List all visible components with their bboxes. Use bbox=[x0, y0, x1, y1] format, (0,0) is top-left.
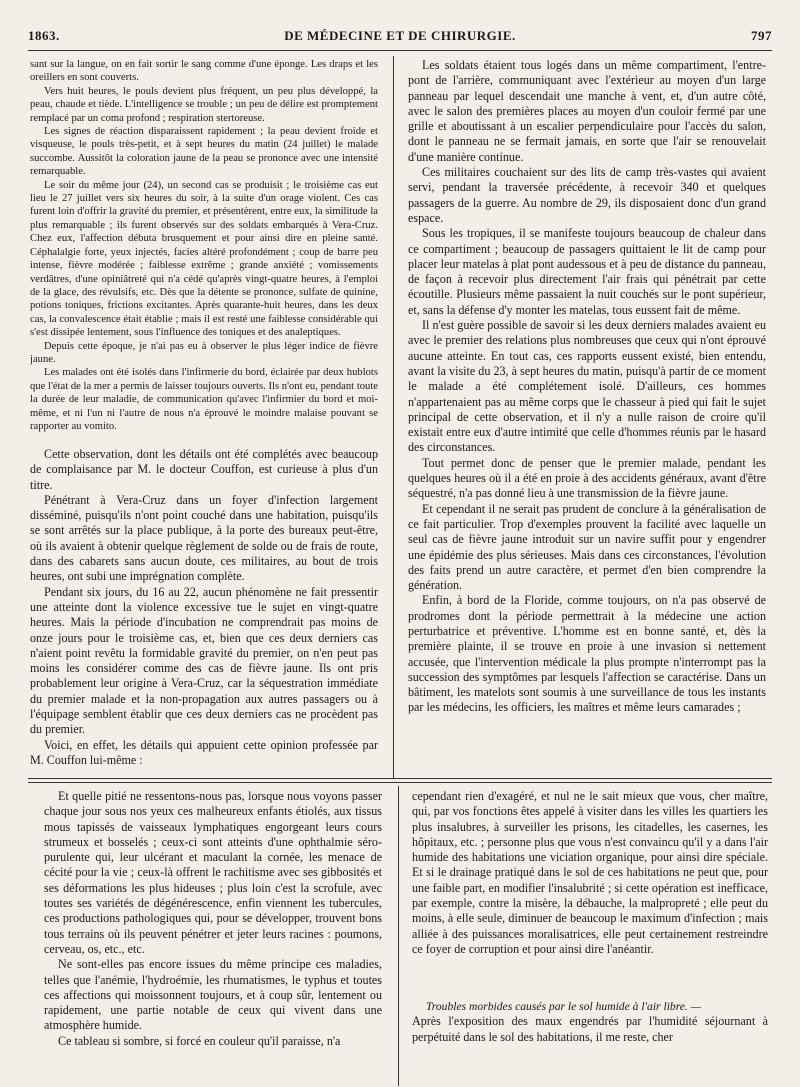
paragraph: Les soldats étaient tous logés dans un même compartiment, l'entre-pont de l'arrière, communiquant avec l'extérieur au moyen d'un large panneau par lequel descendait une manche à vent, et, d'un autre côté, avec le salon des premières places au moyen d'un couloir fermé par une grille et aboutissant à un escalier perpendiculaire pour l'accès du salon, dont le panneau ne se fermait jamais, en sorte que l'air se renouvelait d'une manière continue. bbox=[408, 58, 766, 164]
left-column-body bbox=[30, 447, 378, 775]
paragraph: Il n'est guère possible de savoir si les deux derniers malades avaient eu avec le premier des relations plus nombreuses que ceux qui n'ont éprouvé aucune atteinte. En tout cas, ces rapports eussent existé, bien entendu, avant la visite du 23, à sept heures du matin, puisqu'à partir de ce moment le malade a été complétement isolé. D'ailleurs, ces hommes n'appartenaient pas au même corps que le chasseur à pied qui fait le sujet principal de cette observation, et il n'y a nulle raison de croire qu'il existait entre eux d'autre intimité que celle d'hommes réunis par le hasard des circonstances. bbox=[408, 318, 766, 455]
header-year: 1863. bbox=[28, 28, 60, 43]
running-header bbox=[28, 28, 772, 50]
section-separator bbox=[28, 782, 772, 783]
column-divider bbox=[398, 786, 399, 1086]
paragraph: Après l'exposition des maux engendrés par l'humidité séjournant à perpétuité dans le sol des habitations, il me reste, cher bbox=[412, 1014, 768, 1044]
paragraph: Les signes de réaction disparaissent rapidement ; la peau devient froide et visqueuse, le pouls très-petit, et à sept heures du matin (24 juillet) le malade succombe. Aussitôt la coloration jaune de la peau se prononce avec une intensité remarquable. bbox=[30, 126, 378, 178]
paragraph: Vers huit heures, le pouls devient plus fréquent, un peu plus développé, la peau, chaude et tiède. L'intelligence se trouble ; un peu de délire est promptement remplacé par un coma profond ; respiration stertoreuse. bbox=[30, 85, 378, 124]
paragraph: Ne sont-elles pas encore issues du même principe ces maladies, telles que l'anémie, l'hydroémie, les rhumatismes, le typhus et toutes ces affections qui moissonnent toujours, et à coup sûr, lentement ou rapidement, une partie notable de ceux qui vivent dans une atmosphère humide. bbox=[44, 957, 382, 1033]
paragraph: Tout permet donc de penser que le premier malade, pendant les quelques heures où il a été en proie à des accidents généraux, avant d'être séquestré, n'a pas donné lieu à une transmission de la fièvre jaune. bbox=[408, 455, 766, 501]
section-title: Troubles morbides causés par le sol humide à l'air libre. — bbox=[426, 1000, 702, 1013]
paragraph: Le soir du même jour (24), un second cas se produisit ; le troisième cas eut lieu le 27 juillet vers six heures du soir, à la suite d'un orage violent. Ces cas furent loin d'offrir la gravité du premier, et présentèrent, entre eux, la similitude la plus remarquable ; ils furent observés sur des soldats embarqués à Vera-Cruz. Chez eux, l'affection débuta brusquement et pour ainsi dire en pleine santé. Céphalalgie forte, yeux injectés, facies altéré profondément ; coup de barre peu intense, fièvre modérée ; faiblesse extrême ; grande anxiété ; vomissements verdâtres, d'une opiniâtreté qui n'a cédé qu'après vingt-quatre heures, à l'emploi de la glace, des révulsifs, etc. Dès que la détente se prononce, sulfate de quinine, potions toniques, frictions excitantes. Après quarante-huit heures, dans les deux cas, la convalescence était établie ; mais il est resté une faiblesse considérable qui s'est dissipée lentement, sous l'influence des toniques et des analeptiques. bbox=[30, 179, 378, 339]
lower-left-column bbox=[44, 789, 382, 1079]
lower-right-column bbox=[412, 789, 768, 983]
paragraph: Cette observation, dont les détails ont été complétés avec beaucoup de complaisance par M. le docteur Couffon, est curieuse à plus d'un titre. bbox=[30, 447, 378, 492]
observation-small-text bbox=[30, 58, 378, 446]
header-rule bbox=[28, 50, 772, 51]
paragraph: Et quelle pitié ne ressentons-nous pas, lorsque nous voyons passer chaque jour sous nos yeux ces malheureux enfants étiolés, aux tissus mous tapissés de vaisseaux lymphatiques engorgeant leurs cours strumeux et bosselés ; ceux-ci sont atteints d'une ophthalmie séro-purulente qui, leur ulcérant et maculant la cornée, les menace de cécité pour la vie ; ceux-là offrent le rachitisme avec ses gibbosités et ses déformations les plus hideuses ; plus loin c'est la scrofule, avec toutes ses variétés de dégénérescence, enfin viennent les tubercules, ces productions pathologiques qui, pour se développer, trouvent bons tous terrains où ils peuvent pénétrer et jeter leurs racines : poumons, cerveau, os, etc., etc. bbox=[44, 789, 382, 956]
paragraph: Depuis cette époque, je n'ai pas eu à observer le plus léger indice de fièvre jaune. bbox=[30, 340, 378, 365]
paragraph: cependant rien d'exagéré, et nul ne le sait mieux que vous, cher maître, qui, par vos fonctions êtes appelé à visiter dans les villes les quartiers les plus insalubres, à surveiller les prisons, les citadelles, les casernes, les hôpitaux, etc. ; personne plus que vous n'est convaincu qu'il y a dans l'air humide des habitations une viciation organique, pour ainsi dire spéciale. Et si le drainage pratiqué dans le sol de ces habitations ne peut que, pour une faible part, en modifier l'insalubrité ; si cette opération est inefficace, par exemple, contre la misère, la débauche, la malpropreté ; elle peut du moins, à elle seule, diminuer de beaucoup le maximum d'infection ; mais alliée à des puissances moralisatrices, elle peut certainement restreindre ce foyer de corruption et pour ainsi dire l'anéantir. bbox=[412, 789, 768, 956]
paragraph: Enfin, à bord de la Floride, comme toujours, on n'a pas observé de prodromes dont la période permettrait à la médecine une action perturbatrice et préventive. L'homme est en bonne santé, et, dès la première plainte, il se trouve en proie à une invasion si nettement accusée, que l'intervention médicale la plus prompte n'interrompt pas la succession des symptômes par lesquels l'affection se caractérise. Dans un bâtiment, les matelots sont soumis à une surveillance de tous les instants par les médecins, les officiers, les maîtres et même leurs camarades ; bbox=[408, 593, 766, 715]
paragraph: Sous les tropiques, il se manifeste toujours beaucoup de chaleur dans ce compartiment ; beaucoup de passagers quittaient le lit de camp pour placer leur matelas à plat pont audessous et à peu de distance du panneau, de façon à recevoir plus directement l'air frais qui pénétrait par cette écoutille. Plusieurs même passaient la nuit couchés sur le pont supérieur, et, sans la défense d'y monter les matelas, tous eussent fait de même. bbox=[408, 226, 766, 317]
column-divider bbox=[393, 56, 394, 778]
paragraph: Les malades ont été isolés dans l'infirmerie du bord, éclairée par deux hublots que l'état de la mer a permis de laisser toujours ouverts. Ils n'ont eu, pendant toute la durée de leur maladie, de communication qu'avec l'infirmier du bord et moi-même, et ni l'un ni l'autre de nous n'a éprouvé le moindre malaise pouvant se rapporter au vomito. bbox=[30, 367, 378, 432]
paragraph: sant sur la langue, on en fait sortir le sang comme d'une éponge. Les draps et les oreillers en sont couverts. bbox=[30, 59, 378, 84]
paragraph: Et cependant il ne serait pas prudent de conclure à la généralisation de ce fait particulier. Trop d'exemples prouvent la facilité avec laquelle un seul cas de fièvre jaune introduit sur un navire suffit pour y engendrer une épidémie des plus sérieuses. Mais dans ces circonstances, l'évolution des faits prend un autre caractère, et permet d'en bien comprendre la génération. bbox=[408, 501, 766, 593]
paragraph: Ces militaires couchaient sur des lits de camp très-vastes qui avaient servi, pendant la traversée précédente, à recevoir 340 et quelques passagers de la guerre. Au nombre de 29, ils disposaient donc d'un grand espace. bbox=[408, 165, 766, 225]
right-column-body bbox=[408, 58, 766, 776]
section-separator bbox=[28, 778, 772, 779]
paragraph: Voici, en effet, les détails qui appuient cette opinion professée par M. Couffon lui-même : bbox=[30, 737, 378, 767]
paragraph: Pendant six jours, du 16 au 22, aucun phénomène ne fait pressentir une atteinte dont la violence excessive tue le sujet en vingt-quatre heures. Mais la période d'incubation ne comprendrait pas moins de onze jours pour le troisième cas, et, bien que ces deux derniers cas n'aient point revêtu la formidable gravité du premier, on n'en peut pas moins les considérer comme des cas de fièvre jaune. Ils ont pris probablement leur origine à Vera-Cruz, car la séquestration immédiate du premier malade et la non-propagation aux autres passagers ou à l'équipage semblent établir que ces deux derniers cas ne procèdent pas du premier. bbox=[30, 584, 378, 737]
section-block bbox=[412, 999, 768, 1079]
header-journal-title: DE MÉDECINE ET DE CHIRURGIE. bbox=[284, 28, 516, 43]
header-page-number: 797 bbox=[751, 28, 772, 43]
paragraph: Pénétrant à Vera-Cruz dans un foyer d'infection largement disséminé, puisqu'ils n'ont point couché dans une habitation, puisqu'ils se sont arrêtés sur la place publique, à la porte des bureaux peut-être, où ils avaient à obtenir quelque règlement de solde ou de frais de route, dans des cabarets sans aucun doute, ces militaires, au bout de trois heures, ont subi une imprégnation complète. bbox=[30, 492, 378, 584]
paragraph: Ce tableau si sombre, si forcé en couleur qu'il paraisse, n'a bbox=[58, 1033, 341, 1048]
